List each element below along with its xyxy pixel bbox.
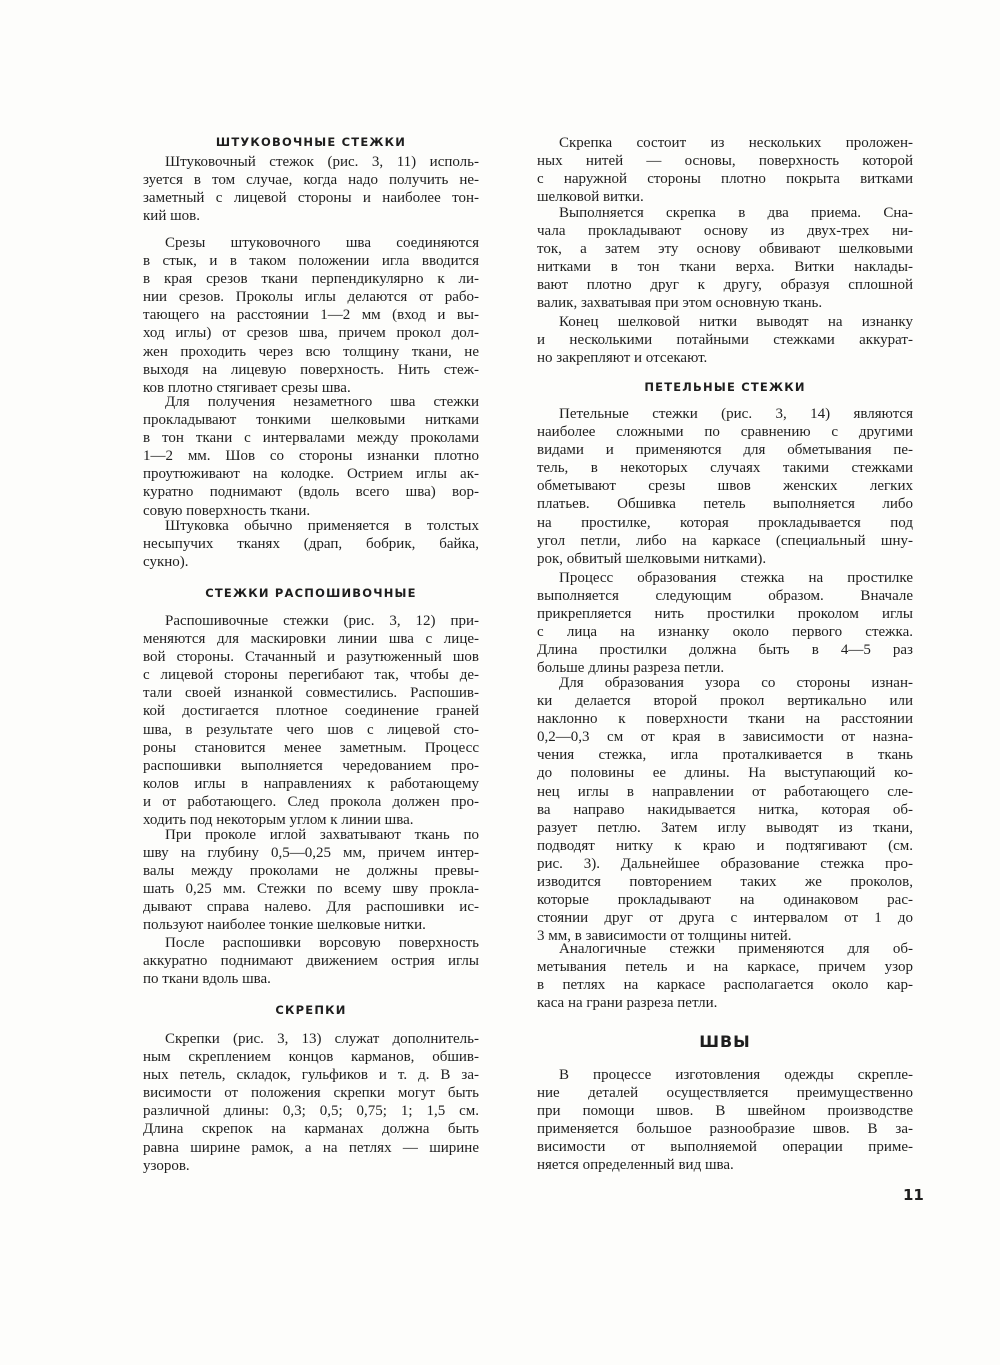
text-line: шву на глубину 0,5—0,25 мм, причем интер- [143,845,479,862]
text-line: Длина скрепок на карманах должна быть [143,1121,479,1138]
text-line: шать 0,25 мм. Стежки по всему шву прокла- [143,881,479,898]
paragraph [143,393,479,520]
text-line: Штуковка обычно применяется в толстых [165,518,479,534]
text-line: совую поверхность ткани. [143,502,311,519]
text-line: Распошивочные стежки (рис. 3, 12) при- [165,613,479,629]
text-line: с лица на изнанку около первого стежка. [537,624,913,641]
text-line: угол петли, либо на каркасе (специальный шну- [537,532,913,549]
text-line: меняются для маскировки линии шва с лице- [143,631,479,648]
text-line: чала прокладывают основу из двух-трех ни- [537,223,913,240]
text-line: обметывают срезы швов женских легких [537,478,913,495]
text-line: изводится повторением таких же проколов, [537,874,913,891]
text-line: няется определенный вид шва. [537,1157,734,1174]
text-line: по ткани вдоль шва. [143,971,271,988]
text-line: видами и применяются для обметывания пе- [537,442,913,459]
text-line: наиболее сложными по сравнению с другими [537,424,913,441]
text-line: ных петель, складок, гульфиков и т. д. В за- [143,1067,479,1084]
text-line: Для образования узора со стороны изнан- [559,675,913,691]
text-line: нии срезов. Проколы иглы делаются от рабо- [143,289,479,306]
text-line: После распошивки ворсовую поверхность [165,935,479,951]
text-line: распошивки выполняется чередованием про- [143,757,479,774]
text-line: выполняется следующим образом. Вначале [537,588,913,605]
text-line: Конец шелковой нитки выводят на изнанку [559,314,913,330]
text-line: колов иглы в направлениях к работающему [143,775,479,792]
paragraph [143,612,479,829]
text-line: Длина простилки должна быть в 4—5 раз [537,642,913,659]
text-line: висимости от выполняемой операции приме- [537,1139,913,1156]
heading-skrepki: СКРЕПКИ [275,1003,347,1017]
text-line: которые прокладывают на одинаковом рас- [537,892,913,909]
text-line: рок, обвитый шелковыми нитками). [537,550,767,567]
text-line: валик, захватывая при этом основную ткань. [537,295,823,312]
text-line: кой достигается плотное соединение граней [143,703,479,720]
text-line: на простилке, которая прокладывается под [537,514,913,531]
heading-shtukovochnye-stezhki: ШТУКОВОЧНЫЕ СТЕЖКИ [215,135,407,149]
text-line: платьев. Обшивка петель выполняется либо [537,496,913,513]
text-line: разует петлю. Затем иглу выводят из ткани, [537,819,913,836]
paragraph [143,1030,479,1175]
text-line: Срезы штуковочного шва соединяются [165,235,479,251]
text-line: узоров. [143,1157,190,1174]
text-line: несыпучих тканях (драп, бобрик, байка, [143,536,479,553]
text-line: прокладывают тонкими шелковыми нитками [143,412,479,429]
text-line: жен проходить через всю толщину ткани, не [143,343,479,360]
text-line: ток, а затем эту основу обвивают шелковыми [537,241,913,258]
text-line: больше длины разреза петли. [537,660,725,677]
text-line: рис. 3). Дальнейшее образование стежка про- [537,855,913,872]
text-line: ным скреплением концов карманов, обшив- [143,1049,479,1066]
text-line: прикрепляется нить простилки проколом иглы [537,606,913,623]
text-line: кий шов. [143,208,200,225]
text-line: аккуратно поднимают движением острия иглы [143,953,479,970]
text-line: Аналогичные стежки применяются для об- [559,941,913,957]
text-line: проутюживают на колодке. Острием иглы ак- [143,466,479,483]
paragraph [537,1066,913,1175]
paragraph [537,204,913,313]
text-line: но закрепляют и отсекают. [537,350,708,367]
text-line: шва, в результате чего шов с лицевой сто- [143,721,479,738]
text-line: висимости от положения скрепки могут быть [143,1085,479,1102]
text-line: Скрепка состоит из нескольких проложен- [559,135,913,151]
text-line: вой стороны. Стачанный и разутюженный шов [143,649,479,666]
text-line: дывают справа налево. Для распошивки ис- [143,899,479,916]
text-line: 0,2—0,3 см от края в зависимости от назна- [537,729,913,746]
text-line: метывания петель и на каркасе, причем узор [537,959,913,976]
paragraph [143,234,479,397]
text-line: валы между проколами не должны превы- [143,863,479,880]
text-line: до половины ее длины. На выступающий ко- [537,765,913,782]
paragraph [143,826,479,935]
text-line: ходить под некоторым углом к линии шва. [143,812,414,829]
paragraph [537,313,913,367]
text-line: в петлях на каркасе располагается около кар- [537,977,913,994]
text-line: с наружной стороны плотно покрыта витками [537,171,913,188]
text-line: подводят нитку к краю и подтягивают (см. [537,837,913,854]
text-line: каса на грани разреза петли. [537,995,718,1012]
text-line: вают плотно друг к другу, образуя сплошной [537,277,913,294]
text-line: Выполняется скрепка в два приема. Сна- [559,205,913,221]
text-line: и от работающего. След прокола должен про- [143,793,479,810]
text-line: зуется в том случае, когда надо получить не- [143,172,479,189]
paragraph [143,153,479,225]
paragraph [537,405,913,568]
text-line: нец иглы в направлении от работающего сле- [537,783,913,800]
text-line: применяется большое разнообразие швов. В за- [537,1121,913,1138]
text-line: тающего на расстоянии 1—2 мм (вход и вы- [143,307,479,324]
heading-stezhki-rasposhivochnye: СТЕЖКИ РАСПОШИВОЧНЫЕ [205,586,417,600]
paragraph [537,940,913,1012]
text-line: тали своей изнанкой совместились. Распошив- [143,685,479,702]
text-line: ки делается второй прокол вертикально или [537,693,913,710]
text-line: ных нитей — основы, поверхность которой [537,153,913,170]
text-line: пользуют наиболее тонкие шелковые нитки. [143,917,426,934]
text-line: равна ширине рамок, а на петлях — ширине [143,1139,479,1156]
text-line: В процессе изготовления одежды скрепле- [559,1067,913,1083]
heading-petelnye-stezhki: ПЕТЕЛЬНЫЕ СТЕЖКИ [644,380,806,394]
text-line: наклонно к поверхности ткани на расстоянии [537,711,913,728]
text-line: выходя на лицевую поверхность. Нить стеж- [143,361,479,378]
text-line: и несколькими потайными стежками аккурат- [537,332,913,349]
text-line: Скрепки (рис. 3, 13) служат дополнитель- [165,1031,479,1047]
paragraph [537,134,913,206]
text-line: при помощи швов. В швейном производстве [537,1103,913,1120]
text-line: Для получения незаметного шва стежки [165,394,479,410]
text-line: ние деталей осуществляется преимущественно [537,1085,913,1102]
text-line: ков плотно стягивает срезы шва. [143,379,351,396]
text-line: ход иглы) от срезов шва, причем прокол дол- [143,325,479,342]
text-line: тель, в некоторых случаях такими стежками [537,460,913,477]
text-line: сукно). [143,554,189,571]
text-line: в тон ткани с интервалами между проколами [143,430,479,447]
text-line: нитками в тон ткани верха. Витки наклады- [537,259,913,276]
text-line: роны становится менее заметным. Процесс [143,739,479,756]
page-number: 11 [903,1186,924,1204]
paragraph [537,674,913,945]
text-line: различной длины: 0,3; 0,5; 0,75; 1; 1,5 см. [143,1103,479,1120]
paragraph [537,569,913,678]
text-line: ва направо накидывается нитка, которая об- [537,801,913,818]
heading-shvy: ШВЫ [699,1032,751,1051]
text-line: заметный с лицевой стороны и наиболее тон- [143,190,479,207]
text-line: Петельные стежки (рис. 3, 14) являются [559,406,913,422]
text-line: стоянии друг от друга с интервалом от 1 до [537,910,913,927]
text-line: в края срезов ткани перпендикулярно к ли- [143,271,479,288]
paragraph [143,934,479,988]
paragraph [143,517,479,571]
text-line: 3 мм, в зависимости от толщины нитей. [537,928,792,945]
text-line: 1—2 мм. Шов со стороны изнанки плотно [143,448,479,465]
text-line: куратно поднимают (вдоль всего шва) вор- [143,484,479,501]
text-line: шелковой витки. [537,189,644,206]
text-line: Штуковочный стежок (рис. 3, 11) исполь- [165,154,479,170]
text-line: При проколе иглой захватывают ткань по [165,827,479,843]
text-line: в стык, и в таком положении игла вводится [143,253,479,270]
text-line: Процесс образования стежка на простилке [559,570,913,586]
text-line: с лицевой стороны перегибают так, чтобы де- [143,667,479,684]
text-line: чения стежка, игла проталкивается в ткань [537,747,913,764]
